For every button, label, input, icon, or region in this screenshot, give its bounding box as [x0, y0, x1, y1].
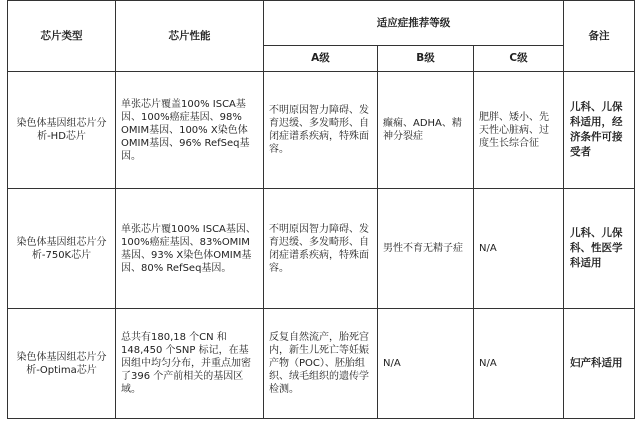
level-a-cell: 反复自然流产，胎死宫内，新生儿死亡等妊娠产物（POC）、胚胎组织、绒毛组织的遗传学检测。	[264, 309, 378, 419]
remark-cell: 儿科、儿保科适用，经济条件可接受者	[564, 72, 635, 189]
table-row	[8, 189, 635, 309]
chip-type-cell: 染色体基因组芯片分析-HD芯片	[8, 72, 116, 189]
remark-cell: 妇产科适用	[564, 309, 635, 419]
header-level-a: A级	[264, 46, 378, 72]
performance-cell: 单张芯片覆100% ISCA基因、100%癌症基因、83%OMIM基因、93% X染色体OMIM基因、80% RefSeq基因。	[116, 189, 264, 309]
table-row	[8, 72, 635, 189]
indication-table	[7, 0, 635, 419]
level-a-cell: 不明原因智力障碍、发育迟缓、多发畸形、自闭症谱系疾病，特殊面容。	[264, 189, 378, 309]
table-row	[8, 309, 635, 419]
chip-type-cell: 染色体基因组芯片分析-Optima芯片	[8, 309, 116, 419]
header-chip-type: 芯片类型	[8, 1, 116, 72]
level-c-cell: 肥胖、矮小、先天性心脏病、过度生长综合征	[474, 72, 564, 189]
header-chip-performance: 芯片性能	[116, 1, 264, 72]
chip-type-cell: 染色体基因组芯片分析-750K芯片	[8, 189, 116, 309]
level-b-cell: 癫痫、ADHA、精神分裂症	[378, 72, 474, 189]
level-b-cell: 男性不育无精子症	[378, 189, 474, 309]
header-remarks: 备注	[564, 1, 635, 72]
header-level-b: B级	[378, 46, 474, 72]
level-b-cell: N/A	[378, 309, 474, 419]
performance-cell: 单张芯片覆盖100% ISCA基因、100%癌症基因、98% OMIM基因、100% X染色体OMIM基因、96% RefSeq基因。	[116, 72, 264, 189]
performance-cell: 总共有180,18 个CN 和148,450 个SNP 标记，在基因组中均匀分布，并重点加密了396 个产前相关的基因区域。	[116, 309, 264, 419]
remark-cell: 儿科、儿保科、性医学科适用	[564, 189, 635, 309]
header-indication-level: 适应症推荐等级	[264, 1, 564, 46]
header-level-c: C级	[474, 46, 564, 72]
level-a-cell: 不明原因智力障碍、发育迟缓、多发畸形、自闭症谱系疾病，特殊面容。	[264, 72, 378, 189]
level-c-cell: N/A	[474, 189, 564, 309]
level-c-cell: N/A	[474, 309, 564, 419]
